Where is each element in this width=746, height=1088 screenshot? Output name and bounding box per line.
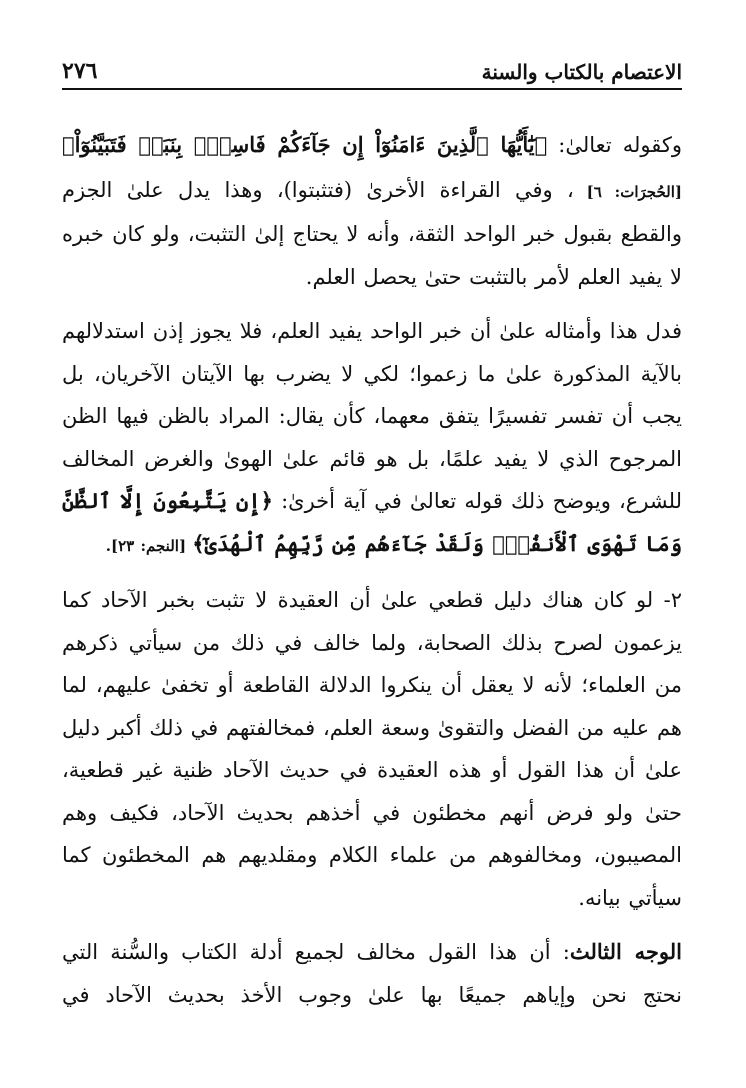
paragraph-2-body: فدل هذا وأمثاله علىٰ أن خبر الواحد يفيد العلم، فلا يجوز إذن استدلالهم بالآية المذكورة علىٰ ما زعموا؛ لكي لا يضرب بها الآيتان الآخريان، بل يجب أن تفسر تفسيرًا يتفق معهما، كأن يقال: المراد بالظن فيها الظن المرجوح الذي لا يفيد علمًا، بل هو قائم علىٰ الهوىٰ والغرض المخالف للشرع، ويوضح ذلك قوله تعالىٰ في آية أخرىٰ: — [62, 319, 682, 513]
document-page — [62, 52, 682, 1028]
section-heading-third-aspect: الوجه الثالث — [569, 939, 682, 964]
paragraph-1-lead: وكقوله تعالىٰ: — [547, 133, 682, 157]
header-rule — [62, 88, 682, 90]
quran-verse-hujurat: ﴿يَٰٓأَيُّهَا ٱلَّذِينَ ءَامَنُوٓاْ إِن جَآءَكُمْ فَاسِقُۢ بِنَبَإٖ فَتَبَيَّنُوٓاْ﴾ — [62, 132, 548, 157]
paragraph-1-body: ، وفي القراءة الأخرىٰ (فتثبتوا)، وهذا يدل علىٰ الجزم والقطع بقبول خبر الواحد الثقة، وأنه لا يحتاج إلىٰ التثبت، ولو كان خبره لا يفيد العلم لأمر بالتثبت حتىٰ يحصل العلم. — [62, 177, 682, 289]
verse-reference-hujurat: [الحُجرَات: ٦] — [573, 182, 682, 201]
page-number: ٢٧٦ — [62, 58, 98, 84]
paragraph-2 — [62, 310, 682, 567]
header-title: الاعتصام بالكتاب والسنة — [481, 60, 682, 84]
paragraph-4 — [62, 931, 682, 1016]
paragraph-1 — [62, 124, 682, 298]
paragraph-3 — [62, 579, 682, 919]
running-header — [62, 52, 682, 84]
paragraph-4-body: : أن هذا القول مخالف لجميع أدلة الكتاب والسُّنة التي نحتج نحن وإياهم جميعًا بها علىٰ وجوب الأخذ بحديث الآحاد في — [62, 940, 682, 1007]
verse-reference-najm: [النجم: ٢٣]. — [105, 536, 193, 555]
quran-verse-najm: ﴿إِن يَتَّبِعُونَ إِلَّا ٱلظَّنَّ وَمَا تَهْوَى ٱلْأَنفُسُۖ وَلَقَدْ جَآءَهُم مِّن رَّبِّهِمُ ٱلْهُدَىٰٓ﴾ — [62, 488, 682, 556]
paragraph-3-body: ٢- لو كان هناك دليل قطعي علىٰ أن العقيدة لا تثبت بخبر الآحاد كما يزعمون لصرح بذلك الصحابة، ولما خالف في ذلك من سيأتي ذكرهم من العلماء؛ لأنه لا يعقل أن ينكروا الدلالة القاطعة أو تخفىٰ عليهم، لما هم عليه من الفضل والتقوىٰ وسعة العلم، فمخالفتهم في ذلك أكبر دليل علىٰ أن هذا القول أو هذه العقيدة في حديث الآحاد ظنية غير قطعية، حتىٰ ولو فرض أنهم مخطئون في أخذهم بحديث الآحاد، فكيف وهم المصيبون، ومخالفوهم من علماء الكلام ومقلديهم هم المخطئون كما سيأتي بيانه. — [62, 588, 682, 910]
